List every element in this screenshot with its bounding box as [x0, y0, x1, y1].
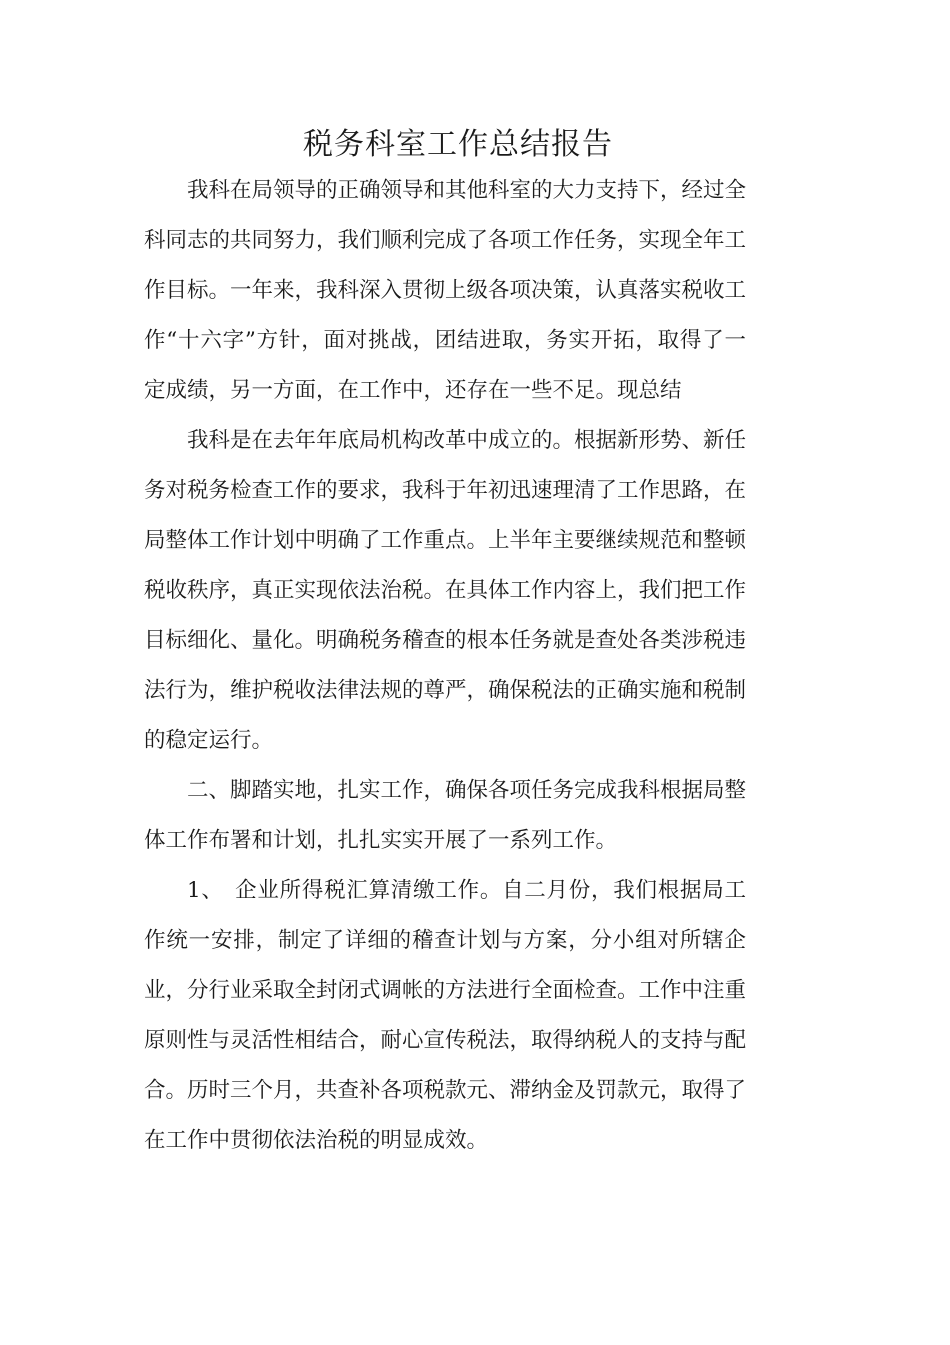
paragraph-background: 我科是在去年年底局机构改革中成立的。根据新形势、新任务对税务检查工作的要求，我科于年初迅速理清了工作思路，在局整体工作计划中明确了工作重点。上半年主要继续规范和整顿税收秩序，真正实现依法治税。在具体工作内容上，我们把工作目标细化、量化。明确税务稽查的根本任务就是查处各类涉税违法行为，维护税收法律法规的尊严，确保税法的正确实施和税制的稳定运行。: [144, 428, 747, 753]
document-body: [144, 166, 746, 1166]
paragraph-intro: 我科在局领导的正确领导和其他科室的大力支持下，经过全科同志的共同努力，我们顺利完成了各项工作任务，实现全年工作目标。一年来，我科深入贯彻上级各项决策，认真落实税收工作“十六字”方针，面对挑战，团结进取，务实开拓，取得了一定成绩，另一方面，在工作中，还存在一些不足。现总结: [144, 178, 747, 403]
paragraph-item-one: 1、 企业所得税汇算清缴工作。自二月份，我们根据局工作统一安排，制定了详细的稽查计划与方案，分小组对所辖企业，分行业采取全封闭式调帐的方法进行全面检查。工作中注重原则性与灵活性相结合，耐心宣传税法，取得纳税人的支持与配合。历时三个月，共查补各项税款元、滞纳金及罚款元，取得了在工作中贯彻依法治税的明显成效。: [144, 878, 747, 1153]
document-title: 税务科室工作总结报告: [303, 127, 613, 162]
paragraph-section-two: 二、脚踏实地，扎实工作，确保各项任务完成我科根据局整体工作布署和计划，扎扎实实开展了一系列工作。: [144, 778, 747, 853]
